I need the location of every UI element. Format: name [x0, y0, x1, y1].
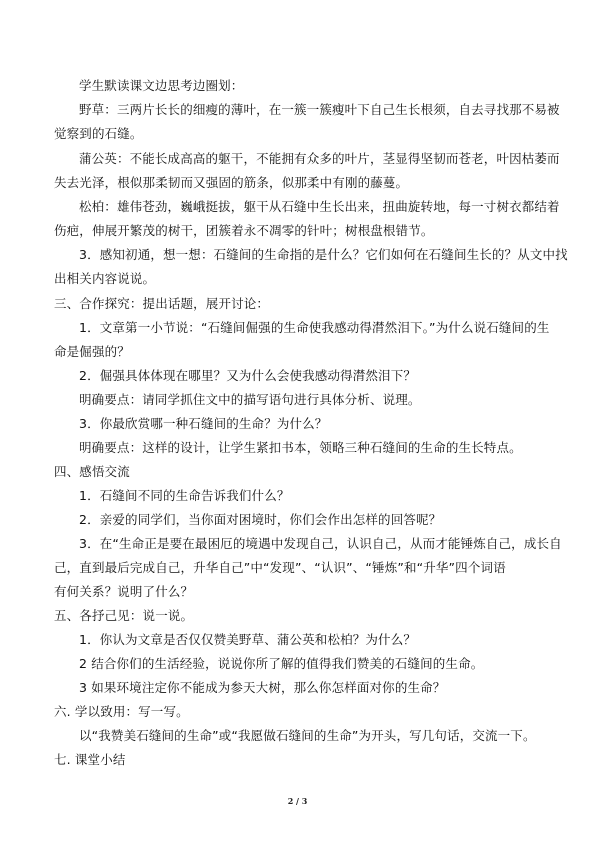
text-line: 3．在“生命正是要在最困厄的境遇中发现自己，认识自己，从而才能锤炼自己，成长自	[79, 536, 562, 551]
text-line: 野草：三两片长长的细瘦的薄叶，在一簇一簇瘦叶下自己生长根须，自去寻找那不易被	[79, 102, 560, 117]
text-line: 蒲公英：不能长成高高的躯干，不能拥有众多的叶片，茎显得坚韧而苍老，叶因枯萎而	[79, 151, 560, 166]
text-line: 己，直到最后完成自己，升华自己”中“发现”、“认识”、“锤炼”和“升华”四个词语	[54, 560, 506, 575]
text-line: 1．文章第一小节说：“石缝间倔强的生命使我感动得潸然泪下。”为什么说石缝间的生	[79, 320, 550, 335]
text-line: 2．倔强具体体现在哪里？又为什么会使我感动得潸然泪下？	[79, 368, 417, 383]
text-line: 3．感知初通，想一想：石缝间的生命指的是什么？它们如何在石缝间生长的？从文中找	[79, 247, 568, 262]
text-line: 2．亲爱的同学们，当你面对困境时，你们会作出怎样的回答呢？	[79, 512, 442, 527]
text-line: 命是倔强的？	[54, 344, 130, 359]
text-line: 有何关系？说明了什么？	[54, 584, 194, 599]
text-line: 3．你最欣赏哪一种石缝间的生命？为什么？	[79, 416, 328, 431]
text-line: 松柏：雄伟苍劲，巍峨挺拔，躯干从石缝中生长出来，扭曲旋转地，每一寸树衣都结着	[79, 199, 560, 214]
section-heading: 六. 学以致用：写一写。	[54, 704, 189, 719]
section-heading: 五、各抒己见：说一说。	[54, 608, 194, 623]
text-line: 觉察到的石缝。	[54, 126, 143, 141]
text-line: 1．你认为文章是否仅仅赞美野草、蒲公英和松柏？为什么？	[79, 632, 417, 647]
text-line: 失去光泽，根似那柔韧而又强固的筋条，似那柔中有刚的藤蔓。	[54, 175, 409, 190]
section-heading: 七. 课堂小结	[54, 752, 126, 767]
text-line: 以“我赞美石缝间的生命”或“我愿做石缝间的生命”为开头，写几句话，交流一下。	[79, 728, 536, 743]
text-line: 明确要点：请同学抓住文中的描写语句进行具体分析、说理。	[79, 392, 421, 407]
text-line: 明确要点：这样的设计，让学生紧扣书本，领略三种石缝间的生命的生长特点。	[79, 440, 522, 455]
text-line: 3 如果环境注定你不能成为参天大树，那么你怎样面对你的生命？	[79, 680, 446, 695]
text-line: 学生默读课文边思考边圈划：	[79, 78, 244, 93]
section-heading: 四、感悟交流	[54, 464, 130, 479]
section-heading: 三、合作探究：提出话题，展开讨论：	[54, 296, 270, 311]
text-line: 出相关内容说说。	[54, 271, 156, 286]
page-number: 2 / 3	[287, 796, 308, 806]
text-line: 伤疤，伸展开繁茂的树干，团簇着永不凋零的针叶；树根盘根错节。	[54, 223, 434, 238]
text-line: 2 结合你们的生活经验，说说你所了解的值得我们赞美的石缝间的生命。	[79, 656, 484, 671]
text-line: 1．石缝间不同的生命告诉我们什么？	[79, 488, 290, 503]
